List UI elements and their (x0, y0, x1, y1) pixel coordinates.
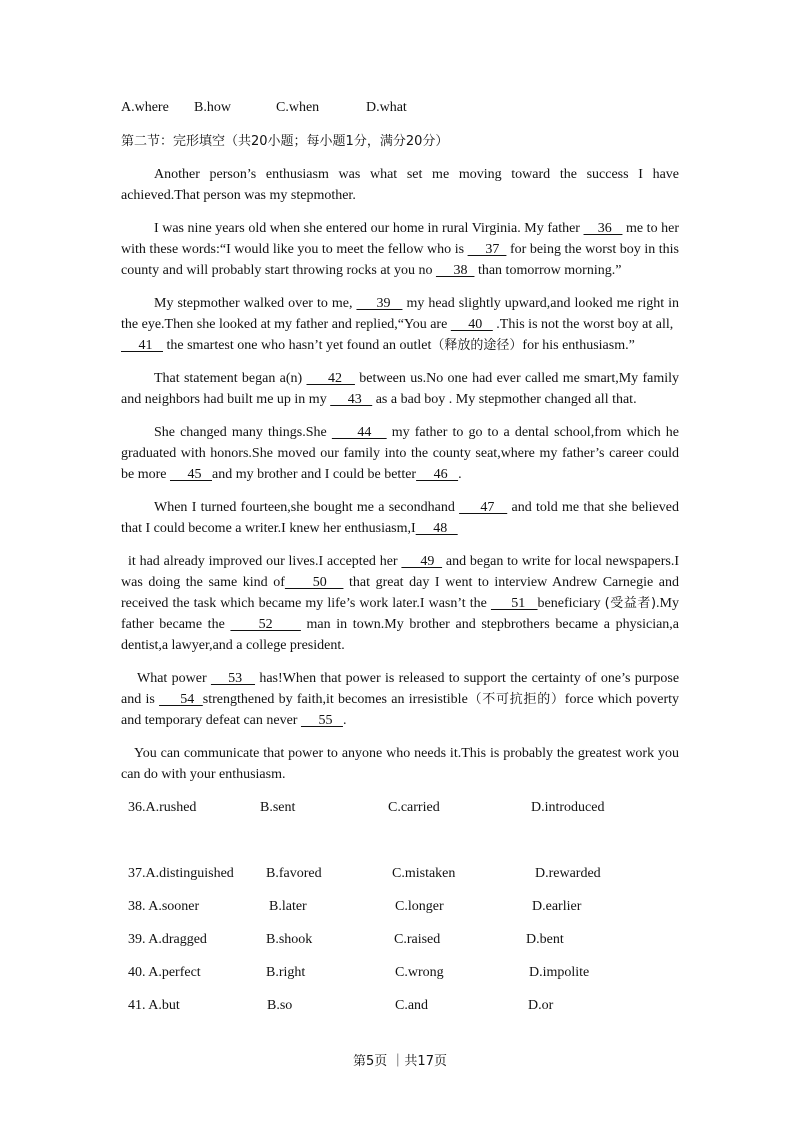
q40-option-c: C.wrong (395, 965, 444, 980)
q35-option-c: C.when (276, 100, 320, 115)
q36-option-c: C.carried (388, 800, 440, 815)
q37-option-a: 37.A.distinguished (128, 866, 234, 881)
q37-option-b: B.favored (266, 866, 322, 881)
para1-line2: achieved.That person was my stepmother. (121, 188, 356, 203)
q35-option-d: D.what (366, 100, 407, 115)
blank-52: 52 (230, 617, 301, 632)
blank-53: 53 (210, 671, 256, 686)
q40-option-d: D.impolite (529, 965, 590, 980)
blank-36: 36 (583, 221, 623, 236)
para5-line2: graduated with honors.She moved our family into the county seat,where my father’s career could (121, 446, 679, 461)
para2-line2: with these words:“I would like you to meet the fellow who is 37 for being the worst boy in this (121, 242, 679, 257)
q39-option-a: 39. A.dragged (128, 932, 207, 947)
q41-option-d: D.or (528, 998, 554, 1013)
q37-option-d: D.rewarded (535, 866, 601, 881)
para5-line3: be more 45 and my brother and I could be better 46 . (121, 467, 462, 482)
q40-option-a: 40. A.perfect (128, 965, 201, 980)
blank-40: 40 (450, 317, 493, 332)
page-footer: 第5页 ｜共17页 (353, 1054, 447, 1069)
q36-option-a: 36.A.rushed (128, 800, 197, 815)
para7-line1: What power 53 has!When that power is released to support the certainty of one’s purpose (137, 671, 680, 686)
para2-line3: county and will probably start throwing rocks at you no 38 than tomorrow morning.” (121, 263, 622, 278)
blank-45: 45 (169, 467, 212, 482)
para7-line3: and temporary defeat can never 55 . (121, 713, 347, 728)
para6-line1: When I turned fourteen,she bought me a secondhand 47 and told me that she believed (154, 500, 679, 515)
para4-line2: and neighbors had built me up in my 43 as a bad boy . My stepmother changed all that. (121, 392, 637, 407)
para3-line3: 41 the smartest one who hasn’t yet found an outlet（释放的途径）for his enthusiasm.” (121, 338, 635, 353)
q38-option-b: B.later (269, 899, 307, 914)
blank-43: 43 (330, 392, 373, 407)
q40-option-b: B.right (266, 965, 306, 980)
q41-option-c: C.and (395, 998, 429, 1013)
para6-line4: was doing the same kind of 50 that great day I went to interview Andrew Carnegie and (121, 575, 680, 590)
section-title: 第二节：完形填空（共20小题；每小题1分，满分20分） (121, 134, 449, 149)
q41-option-b: B.so (267, 998, 293, 1013)
blank-47: 47 (459, 500, 508, 515)
blank-49: 49 (401, 554, 443, 569)
blank-48: 48 (415, 521, 458, 536)
blank-37: 37 (467, 242, 507, 257)
blank-42: 42 (306, 371, 355, 386)
para3-line1: My stepmother walked over to me, 39 my head slightly upward,and looked me right in (154, 296, 680, 311)
para5-line1: She changed many things.She 44 my father to go to a dental school,from which he (154, 425, 680, 440)
q35-option-b: B.how (194, 100, 231, 115)
q39-option-d: D.bent (526, 932, 564, 947)
blank-54: 54 (159, 692, 203, 707)
q38-option-d: D.earlier (532, 899, 582, 914)
q36-option-d: D.introduced (531, 800, 605, 815)
para6-line6: father became the 52 man in town.My brother and stepbrothers became a physician,a (121, 617, 680, 632)
q38-option-c: C.longer (395, 899, 444, 914)
para6-line7: dentist,a lawyer,and a college president. (121, 638, 345, 653)
para1-line1: Another person’s enthusiasm was what set me moving toward the success I have (154, 167, 679, 182)
q37-option-c: C.mistaken (392, 866, 456, 881)
blank-41: 41 (121, 338, 163, 353)
q35-option-a: A.where (121, 100, 169, 115)
blank-50: 50 (284, 575, 344, 590)
blank-55: 55 (300, 713, 343, 728)
q39-option-c: C.raised (394, 932, 441, 947)
q36-option-b: B.sent (260, 800, 296, 815)
blank-39: 39 (356, 296, 403, 311)
para8-line1: You can communicate that power to anyone who needs it.This is probably the greatest work you (134, 746, 679, 761)
para3-line2: the eye.Then she looked at my father and replied,“You are 40 .This is not the worst boy at all, (121, 317, 674, 332)
blank-38: 38 (435, 263, 475, 278)
blank-46: 46 (416, 467, 459, 482)
q41-option-a: 41. A.but (128, 998, 180, 1013)
para6-line2: that I could become a writer.I knew her enthusiasm,I 48 (121, 521, 458, 536)
q38-option-a: 38. A.sooner (128, 899, 200, 914)
para2-line1: I was nine years old when she entered our home in rural Virginia. My father 36 me to her (154, 221, 680, 236)
q39-option-b: B.shook (266, 932, 313, 947)
para4-line1: That statement began a(n) 42 between us.No one had ever called me smart,My family (154, 371, 680, 386)
blank-51: 51 (490, 596, 538, 611)
blank-44: 44 (331, 425, 387, 440)
para8-line2: can do with your enthusiasm. (121, 767, 286, 782)
para6-line5: received the task which became my life’s work later.I wasn’t the 51 beneficiary (受益者).My (121, 596, 679, 611)
para6-line3: it had already improved our lives.I accepted her 49 and began to write for local newspapers.I (128, 554, 680, 569)
para7-line2: and is 54 strengthened by faith,it becomes an irresistible（不可抗拒的）force which poverty (121, 692, 680, 707)
